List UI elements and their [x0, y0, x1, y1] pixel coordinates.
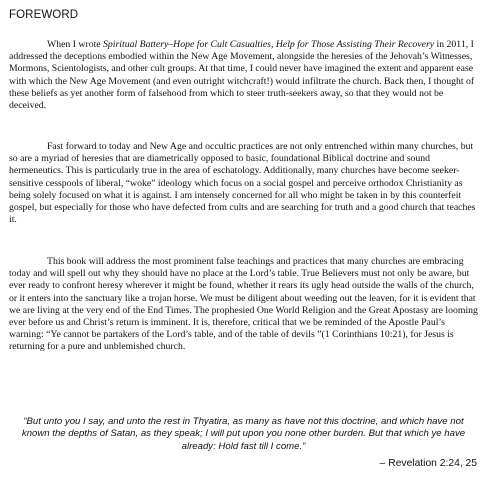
- paragraph-1-rest: in 2011, I addressed the deceptions embodied within the New Age Movement, alongside the heresies of the Jehovah’s Witnesses, Mormons, Scientologists, and other cult groups. At that time, I could never have imagined the extent and apparent ease with which the New Age Movement (and even outright witchcraft!) would infiltrate the church. Back then, I thought of these beliefs as yet another form of falsehood from which to steer truth-seekers away, so that they would not be deceived.: [9, 39, 475, 112]
- book-title: Spiritual Battery–Hope for Cult Casualties, Help for Those Assisting Their Recovery: [103, 39, 435, 50]
- paragraph-1-intro: When I wrote: [47, 39, 104, 50]
- paragraph-3-text: This book will address the most prominent false teachings and practices that many churches are embracing today and will spell out why they should have no place at the Lord’s table. True Believers must not only be aware, but ever ready to confront heresy wherever it might be found, whether it rears its ugly head outside the walls of the church, or it enters into the sanctuary like a trojan horse. We must be diligent about weeding out the leaven, for it is evident that we are living at the very end of the End Times. The prophesied One World Religion and the Great Apostasy are looming ever before us and Christ’s return is imminent. It is, therefore, critical that we be reminded of the Apostle Paul’s warning: “Ye cannot be partakers of the Lord’s table, and of the table of devils ”(1 Corinthians 10:21), for Jesus is returning for a pure and unblemished church.: [9, 256, 478, 353]
- paragraph-3: [9, 256, 479, 354]
- paragraph-2: [9, 141, 479, 226]
- foreword-heading: FOREWORD: [9, 9, 79, 21]
- scripture-quote: “But unto you I say, and unto the rest in Thyatira, as many as have not this doctrine, and which have not known the depths of Satan, as they speak; I will put upon you none other burden. But that which ye have already: Hold fast till I come.”: [21, 416, 466, 452]
- paragraph-2-text: Fast forward to today and New Age and occultic practices are not only entrenched within many churches, but so are a myriad of heresies that are diametrically opposed to basic, foundational Biblical doctrine and sound hermeneutics. This is particularly true in the area of eschatology. Additionally, many churches have become seeker-sensitive cesspools of liberal, “woke” ideology which focus on a social gospel and perceive orthodox Christianity as being solely focused on what it is against. I am intensely concerned for all who might be taken in by this counterfeit gospel, but especially for those who have defected from cults and are searching for truth and a good church that teaches it.: [9, 141, 476, 226]
- scripture-citation: – Revelation 2:24, 25: [379, 458, 477, 469]
- paragraph-1: [9, 39, 479, 112]
- paragraph-1-text: [9, 39, 479, 112]
